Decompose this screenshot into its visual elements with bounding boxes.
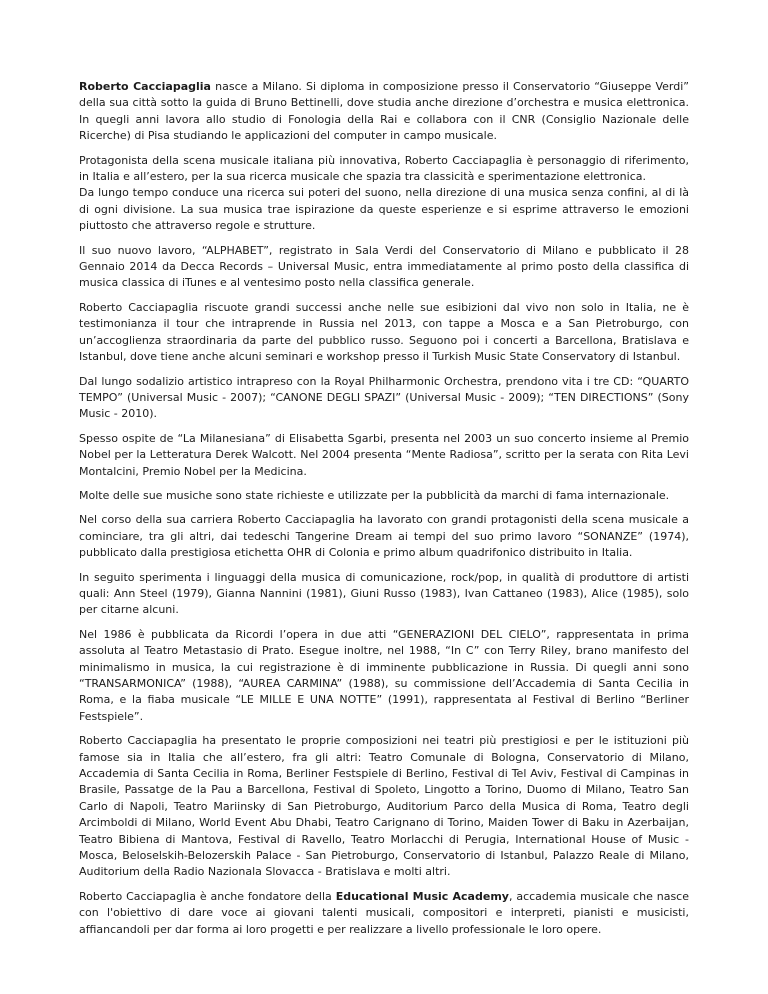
paragraph-venues [79,733,689,881]
paragraph-academy [79,889,689,938]
paragraph-birth-education [79,79,689,145]
paragraph-live-tour [79,300,689,366]
paragraph-royal-philharmonic [79,374,689,423]
paragraph-1986-opera [79,627,689,725]
biography-document [79,79,689,946]
paragraph-text-continued: Da lungo tempo conduce una ricerca sui poteri del suono, nella direzione di una musica senza confini, al di là di ogni divisione. La sua musica trae ispirazione da queste esperienze e si esprime attraverso le emozioni piuttosto che attraverso regole e strutture. [79,186,689,233]
paragraph-text: Protagonista della scena musicale italiana più innovativa, Roberto Cacciapaglia è personaggio di riferimento, in Italia e all’estero, per la sua ricerca musicale che spazia tra classicità e sperimentazione elettronica. [79,153,689,184]
paragraph-text: Nel 1986 è pubblicata da Ricordi l’opera in due atti “GENERAZIONI DEL CIELO”, rappresentata in prima assoluta al Teatro Metastasio di Prato. Esegue inoltre, nel 1988, “In C” con Terry Riley, brano manifesto del minimalismo in musica, la cui registrazione è di imminente pubblicazione in Russia. Di quegli anni sono “TRANSARMONICA” (1988), “AUREA CARMINA” (1988), su commissione dell’Accademia di Santa Cecilia in Roma, e la fiaba musicale “LE MILLE E UNA NOTTE” (1991), rappresentata al Festival di Berlino “Berliner Festspiele”. [79,627,689,723]
paragraph-text: Spesso ospite de “La Milanesiana” di Elisabetta Sgarbi, presenta nel 2003 un suo concerto insieme al Premio Nobel per la Letteratura Derek Walcott. Nel 2004 presenta “Mente Radiosa”, scritto per la serata con Rita Levi Montalcini, Premio Nobel per la Medicina. [79,431,689,478]
paragraph-text: Molte delle sue musiche sono state richieste e utilizzate per la pubblicità da marchi di fama internazionale. [79,488,670,502]
paragraph-protagonist [79,153,689,235]
paragraph-text: Nel corso della sua carriera Roberto Cacciapaglia ha lavorato con grandi protagonisti della scena musicale a cominciare, tra gli altri, dai tedeschi Tangerine Dream ai tempi del suo primo lavoro “SONANZE” (1974), pubblicato dalla prestigiosa etichetta OHR di Colonia e primo album quadrifonico distribuito in Italia. [79,513,689,560]
paragraph-text: Dal lungo sodalizio artistico intrapreso con la Royal Philharmonic Orchestra, prendono vita i tre CD: “QUARTO TEMPO” (Universal Music - 2007); “CANONE DEGLI SPAZI” (Universal Music - 2009); “TEN DIRECTIONS” (Sony Music - 2010). [79,374,689,421]
paragraph-advertising [79,488,689,504]
paragraph-text: Roberto Cacciapaglia riscuote grandi successi anche nelle sue esibizioni dal vivo non solo in Italia, ne è testimonianza il tour che intraprende in Russia nel 2013, con tappe a Mosca e a San Pietroburgo, con un’accoglienza straordinaria da parte del pubblico russo. Seguono poi i concerti a Barcellona, Bratislava e Istanbul, dove tiene anche alcuni seminari e workshop presso il Turkish Music State Conservatory di Istanbul. [79,300,689,364]
paragraph-text: Roberto Cacciapaglia è anche fondatore della [79,889,336,903]
paragraph-alphabet [79,243,689,292]
paragraph-milanesiana [79,431,689,480]
academy-name-bold: Educational Music Academy [335,889,509,903]
paragraph-text: In seguito sperimenta i linguaggi della musica di comunicazione, rock/pop, in qualità di produttore di artisti quali: Ann Steel (1979), Gianna Nannini (1981), Giuni Russo (1983), Ivan Cattaneo (1983), Alice (1985), solo per citarne alcuni. [79,570,689,617]
paragraph-text: nasce a Milano. Si diploma in composizione presso il Conservatorio “Giuseppe Verdi” della sua città sotto la guida di Bruno Bettinelli, dove studia anche direzione d’orchestra e musica elettronica. In quegli anni lavora allo studio di Fonologia della Rai e collabora con il CNR (Consiglio Nazionale delle Ricerche) di Pisa studiando le applicazioni del computer in campo musicale. [79,80,689,143]
paragraph-text-after: , accademia musicale che nasce con l'obiettivo di dare voce ai giovani talenti musicali, compositori e interpreti, pianisti e musicisti, affiancandoli per dar forma ai loro progetti e per realizzare a livello professionale le loro opere. [79,889,689,936]
paragraph-career [79,512,689,561]
paragraph-rock-pop [79,570,689,619]
paragraph-text: Roberto Cacciapaglia ha presentato le proprie composizioni nei teatri più prestigiosi e per le istituzioni più famose sia in Italia che all’estero, fra gli altri: Teatro Comunale di Bologna, Conservatorio di Milano, Accademia di Santa Cecilia in Roma, Berliner Festspiele di Berlino, Festival di Tel Aviv, Festival di Campinas in Brasile, Passatge de la Pau a Barcellona, Festival di Spoleto, Lingotto a Torino, Duomo di Milano, Teatro San Carlo di Napoli, Teatro Mariinsky di San Pietroburgo, Auditorium Parco della Musica di Roma, Teatro degli Arcimboldi di Milano, World Event Abu Dhabi, Teatro Carignano di Torino, Maiden Tower di Baku in Azerbaijan, Teatro Bibiena di Mantova, Festival di Ravello, Teatro Morlacchi di Perugia, International House of Music - Mosca, Beloselskih-Belozerskih Palace - San Pietroburgo, Conservatorio di Istanbul, Palazzo Reale di Milano, Auditorium della Radio Nazionala Slovacca - Bratislava e molti altri. [79,734,689,879]
paragraph-text: Il suo nuovo lavoro, “ALPHABET”, registrato in Sala Verdi del Conservatorio di Milano e pubblicato il 28 Gennaio 2014 da Decca Records – Universal Music, entra immediatamente al primo posto della classifica di musica classica di iTunes e al ventesimo posto nella classifica generale. [79,243,689,290]
name-bold: Roberto Cacciapaglia [79,80,211,93]
